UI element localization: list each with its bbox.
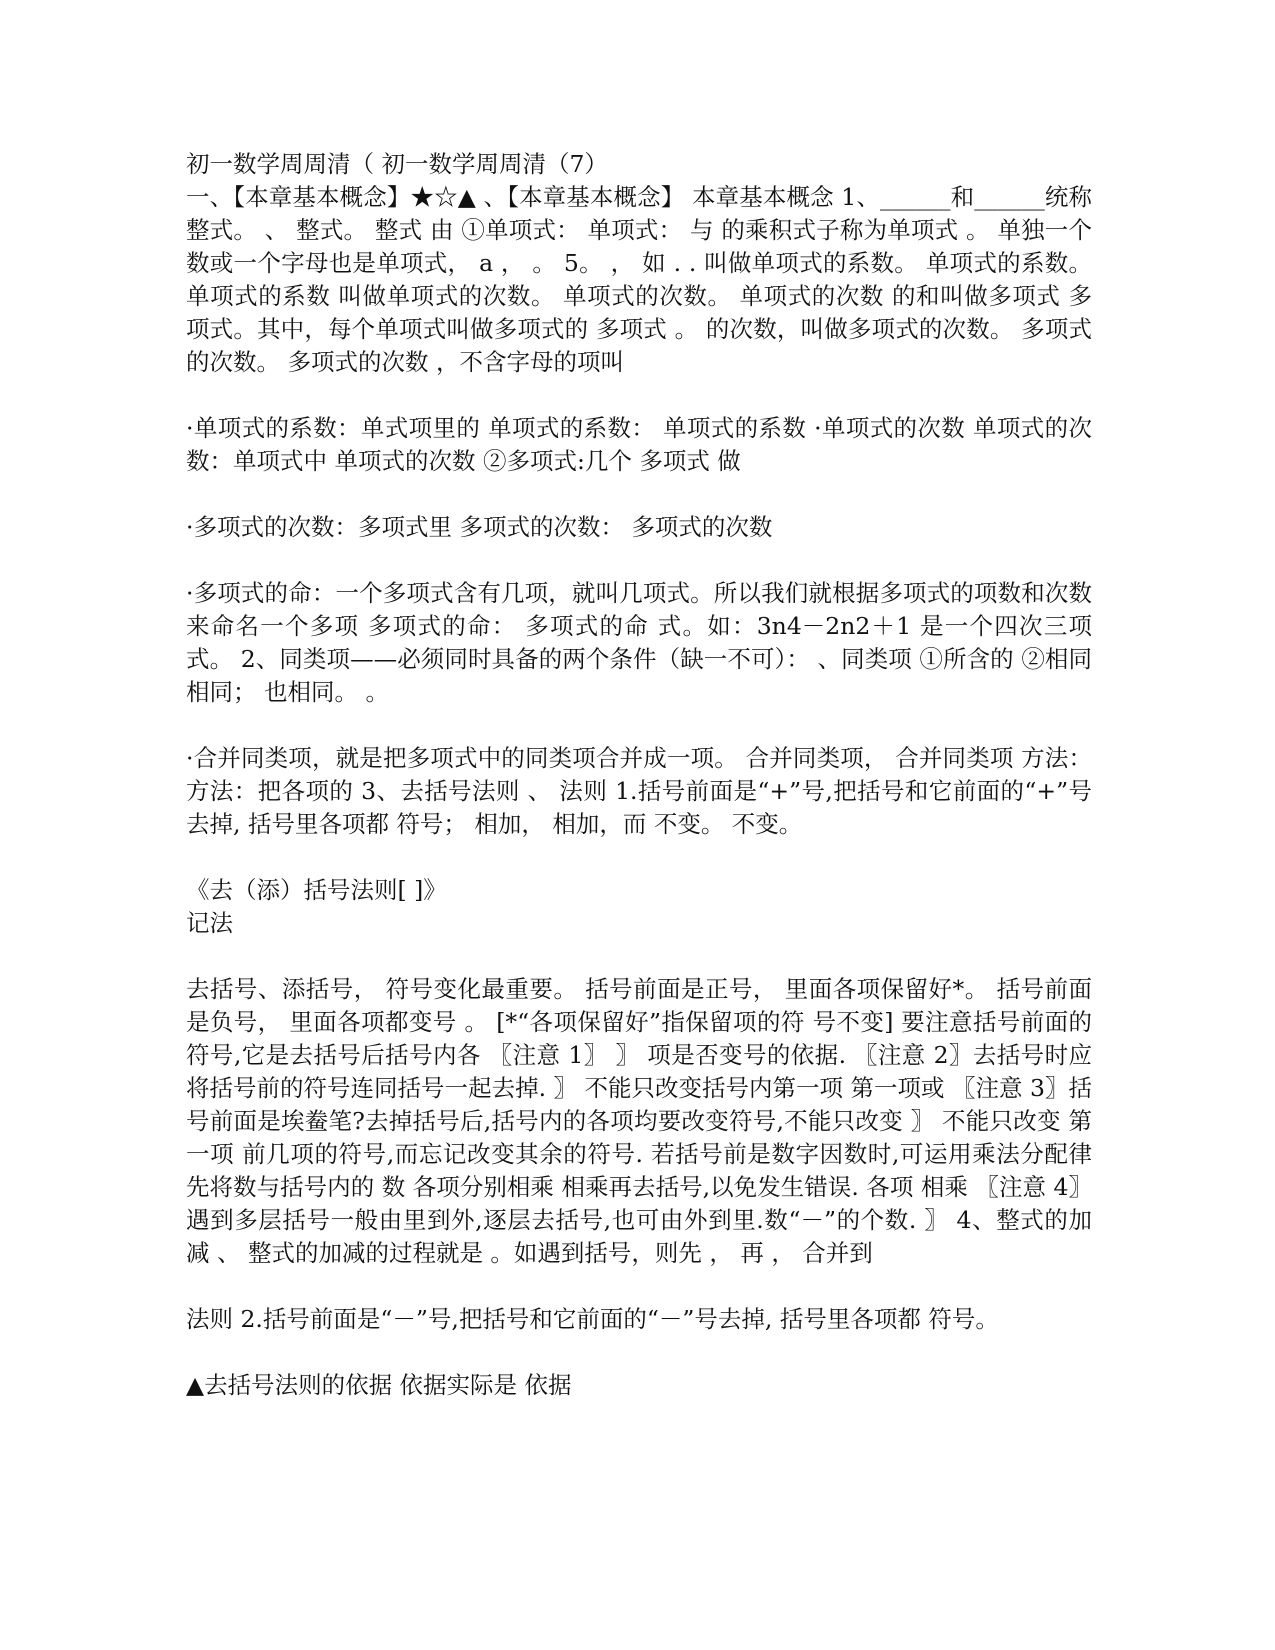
paragraph-monomial-coefficient: ·单项式的系数：单式项里的 单项式的系数： 单项式的系数 ·单项式的次数 单项式的次数：单项式中 单项式的次数 ②多项式:几个 多项式 做 xyxy=(186,414,1092,475)
paragraph-bracket-rule-heading: 《去（添）括号法则[ ]》 xyxy=(186,876,447,904)
paragraph-combine-like-terms: ·合并同类项，就是把多项式中的同类项合并成一项。 合并同类项， 合并同类项 方法： 方法：把各项的 3、去括号法则 、 法则 1.括号前面是“+”号,把括号和它前面的“+”号去掉, 括号里各项都 符号； 相加， 相加，而 不变。 不变。 xyxy=(186,744,1092,838)
document-title: 初一数学周周清（ 初一数学周周清（7） xyxy=(186,150,608,178)
paragraph-polynomial-naming: ·多项式的命：一个多项式含有几项，就叫几项式。所以我们就根据多项式的项数和次数来命名一个多项 多项式的命： 多项式的命 式。如：3n4－2n2＋1 是一个四次三项式。 2、同类项——必须同时具备的两个条件（缺一不可）： 、同类项 ①所含的 ②相同 相同； 也相同。 。 xyxy=(186,579,1092,706)
paragraph-polynomial-degree: ·多项式的次数：多项式里 多项式的次数： 多项式的次数 xyxy=(186,513,773,541)
paragraph-basic-concepts: 一、【本章基本概念】★☆▲ 、【本章基本概念】 本章基本概念 1、______和______统称整式。 、 整式。 整式 由 ①单项式： 单项式： 与 的乘积式子称为单项式 。 单独一个数或一个字母也是单项式， a ， 。 5。 ， 如 . . 叫做单项式的系数。 单项式的系数。 单项式的系数 叫做单项式的次数。 单项式的次数。 单项式的次数 的和叫做多项式 多项式。其中，每个单项式叫做多项式的 多项式 。 的次数，叫做多项式的次数。 多项式的次数。 多项式的次数 ，不含字母的项叫 xyxy=(186,183,1092,376)
document-page xyxy=(186,148,1092,1402)
paragraph-mnemonic-label: 记法 xyxy=(186,909,233,937)
paragraph-rule-two: 法则 2.括号前面是“－”号,把括号和它前面的“－”号去掉, 括号里各项都 符号。 xyxy=(186,1305,999,1333)
paragraph-bracket-notes: 去括号、添括号， 符号变化最重要。 括号前面是正号， 里面各项保留好*。 括号前面是负号， 里面各项都变号 。 [*“各项保留好”指保留项的符 号不变] 要注意括号前面的符号,它是去括号后括号内各 〖注意 1〗 〗 项是否变号的依据. 〖注意 2〗去括号时应将括号前的符号连同括号一起去掉. 〗 不能只改变括号内第一项 第一项或 〖注意 3〗括号前面是埃鲞笔?去掉括号后,括号内的各项均要改变符号,不能只改变 〗 不能只改变 第一项 前几项的符号,而忘记改变其余的符号. 若括号前是数字因数时,可运用乘法分配律先将数与括号内的 数 各项分别相乘 相乘再去括号,以免发生错误. 各项 相乘 〖注意 4〗遇到多层括号一般由里到外,逐层去括号,也可由外到里.数“－”的个数. 〗 4、整式的加减 、 整式的加减的过程就是 。如遇到括号，则先 ， 再 ， 合并到 xyxy=(186,975,1092,1267)
paragraph-rule-basis: ▲去括号法则的依据 依据实际是 依据 xyxy=(186,1371,572,1399)
